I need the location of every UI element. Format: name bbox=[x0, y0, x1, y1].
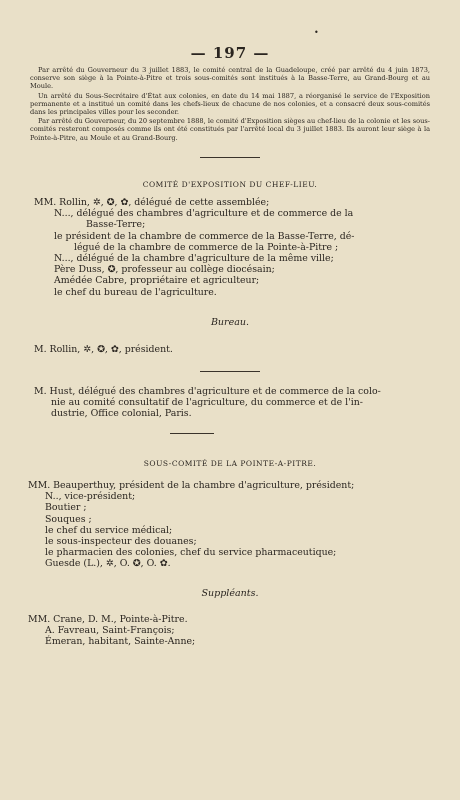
note-line: dustrie, Office colonial, Paris. bbox=[51, 408, 192, 420]
member-line: Amédée Cabre, propriétaire et agriculteur; bbox=[54, 275, 260, 287]
intro-paragraph-1: Par arrêté du Gouverneur du 3 juillet 1883, le comité central de la Guadeloupe, créé par arrêté du 4 juin 1873, conserve son siège à la Pointe-à-Pitre et trois sous-comités sont institués à la Basse-Terre, au Grand-Bourg et au Moule. bbox=[30, 66, 430, 91]
member-line: le chef du bureau de l'agriculture. bbox=[54, 286, 217, 298]
suppleant-line: MM. Crane, D. M., Pointe-à-Pitre. bbox=[28, 614, 188, 625]
suppleant-line: Émeran, habitant, Sainte-Anne; bbox=[45, 636, 196, 648]
member-line: légué de la chambre de commerce de la Pointe-à-Pitre ; bbox=[74, 241, 339, 253]
member-line: N.., vice-président; bbox=[45, 491, 136, 503]
member-line: Basse-Terre; bbox=[86, 219, 146, 231]
committee-member-list bbox=[34, 197, 434, 298]
intro-paragraph-2: Un arrêté du Sous-Secrétaire d'État aux colonies, en date du 14 mai 1887, a réorganisé le service de l'Exposition permanente et a institué un comité dans les chefs-lieux de chacune de nos colonies, et a consacré deux sous-comités dans les principales villes pour les seconder. bbox=[30, 91, 430, 117]
note-line: nie au comité consultatif de l'agriculture, du commerce et de l'in- bbox=[51, 397, 363, 409]
bureau-heading: Bureau. bbox=[210, 317, 250, 328]
page-number: — 197 — bbox=[190, 44, 270, 62]
suppleants-list bbox=[28, 614, 428, 648]
member-line: Guesde (L.), ✲, O. ✪, O. ✿. bbox=[45, 558, 171, 570]
bureau-line: M. Rollin, ✲, ✪, ✿, président. bbox=[34, 344, 173, 355]
note-line: M. Hust, délégué des chambres d'agriculture et de commerce de la colo- bbox=[34, 386, 381, 397]
member-line: le chef du service médical; bbox=[45, 524, 173, 536]
divider-rule bbox=[170, 433, 214, 434]
member-line: MM. Rollin, ✲, ✪, ✿, délégué de cette assemblée; bbox=[34, 197, 270, 208]
member-line: le pharmacien des colonies, chef du service pharmaceutique; bbox=[45, 547, 337, 559]
member-line: le sous-inspecteur des douanes; bbox=[45, 536, 197, 548]
subcommittee-member-list bbox=[28, 480, 438, 570]
member-line: Souques ; bbox=[45, 513, 92, 525]
divider-rule bbox=[200, 371, 260, 372]
delegate-note bbox=[34, 386, 434, 420]
section-heading-pointe-a-pitre: SOUS-COMITÉ DE LA POINTE-A-PITRE. bbox=[143, 459, 317, 468]
member-line: N..., délégué des chambres d'agriculture et de commerce de la bbox=[54, 208, 354, 220]
divider-rule bbox=[200, 157, 260, 158]
suppleants-heading: Suppléants. bbox=[201, 588, 259, 599]
member-line: le président de la chambre de commerce de la Basse-Terre, dé- bbox=[54, 230, 355, 242]
suppleant-line: A. Favreau, Saint-François; bbox=[45, 625, 175, 637]
member-line: MM. Beauperthuy, président de la chambre d'agriculture, président; bbox=[28, 480, 355, 491]
section-heading-chef-lieu: COMITÉ D'EXPOSITION DU CHEF-LIEU. bbox=[142, 180, 318, 189]
member-line: Père Duss, ✪, professeur au collège diocésain; bbox=[54, 264, 275, 276]
member-line: N..., délégué de la chambre d'agriculture de la même ville; bbox=[54, 253, 334, 265]
ink-speck: • bbox=[314, 28, 319, 37]
intro-paragraph-3: Par arrêté du Gouverneur, du 20 septembre 1888, le comité d'Exposition sièges au chef-lieu de la colonie et les sous-comités resteront composés comme ils ont été constitués par l'arrêté local du 3 juillet 1883. Ils auront leur siège à la Pointe-à-Pitre, au Moule et au Grand-Bourg. bbox=[30, 117, 430, 142]
intro-paragraphs bbox=[30, 66, 430, 143]
member-line: Boutier ; bbox=[45, 502, 87, 514]
